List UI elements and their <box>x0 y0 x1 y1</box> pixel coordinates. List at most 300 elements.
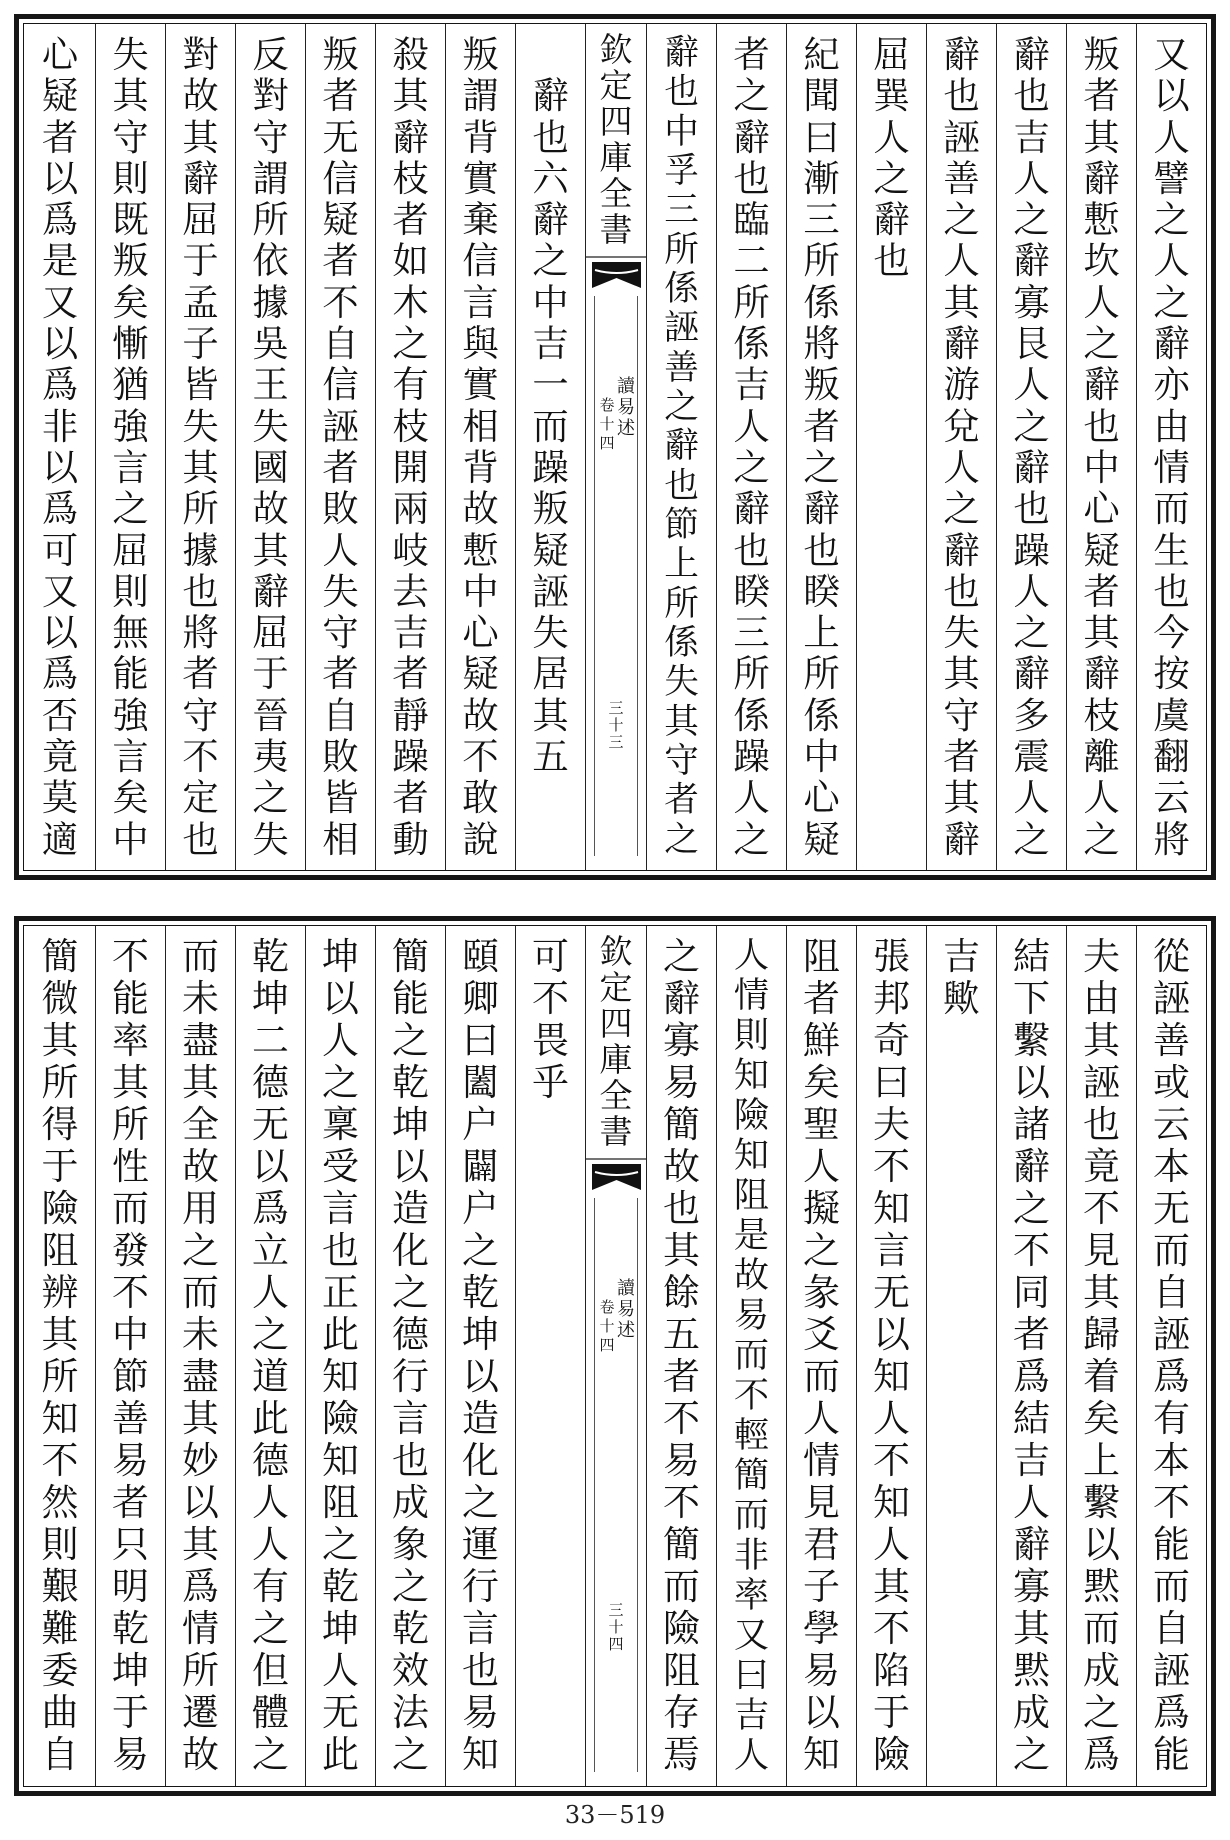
glyph: 之 <box>392 1734 429 1776</box>
glyph: 行 <box>392 1356 429 1398</box>
glyph: 聞 <box>803 75 840 117</box>
glyph: 係 <box>733 694 770 737</box>
text-column <box>1066 926 1136 1786</box>
fold-volume-label <box>597 1298 617 1355</box>
glyph: 由 <box>1083 978 1120 1020</box>
column-text <box>166 936 235 1776</box>
glyph: 吉 <box>943 936 980 978</box>
fold-book-title <box>615 376 637 439</box>
column-text <box>927 936 996 1776</box>
glyph: 將 <box>1153 818 1190 860</box>
column-text <box>516 34 585 860</box>
text-column <box>445 24 515 870</box>
glyph: 能 <box>1153 1734 1190 1776</box>
text-column <box>95 926 165 1786</box>
glyph: 所 <box>112 1104 149 1146</box>
glyph: 故 <box>182 1146 219 1188</box>
glyph: 明 <box>112 1566 149 1608</box>
glyph: 誣 <box>1153 1314 1190 1356</box>
glyph: 屈 <box>112 529 149 571</box>
fold-volume-label <box>597 396 617 453</box>
glyph: 信 <box>462 240 499 282</box>
column-text <box>516 936 585 1776</box>
glyph: 情 <box>1153 446 1190 489</box>
glyph: 爲 <box>41 653 79 695</box>
fold-center-column <box>585 926 646 1786</box>
glyph: 于 <box>873 1692 910 1734</box>
glyph: 着 <box>1083 1356 1120 1398</box>
leaf-inner-frame <box>23 925 1207 1787</box>
text-column <box>375 926 445 1786</box>
glyph: 頤 <box>462 936 499 978</box>
glyph: 之 <box>733 818 770 860</box>
glyph: 游 <box>943 364 980 406</box>
glyph: 情 <box>182 1608 219 1650</box>
glyph: 則 <box>112 570 149 613</box>
glyph: 辭 <box>1013 240 1050 282</box>
glyph: 夫 <box>873 1104 910 1146</box>
glyph: 不 <box>663 1482 700 1524</box>
glyph: 易 <box>663 1062 700 1104</box>
glyph: 辭 <box>1013 34 1050 76</box>
glyph: 无 <box>873 1272 910 1314</box>
glyph: 道 <box>252 1356 289 1398</box>
fold-center-column <box>585 24 646 870</box>
glyph: 對 <box>252 75 289 117</box>
glyph: 所 <box>252 199 289 241</box>
glyph: 也 <box>943 570 980 613</box>
glyph: 辭 <box>532 75 569 117</box>
glyph: 人 <box>252 1482 289 1524</box>
glyph: 以 <box>1013 1062 1050 1104</box>
glyph: 而 <box>112 1188 149 1230</box>
glyph: 係 <box>664 623 699 663</box>
glyph: 據 <box>252 281 289 324</box>
glyph: 慚 <box>112 323 149 365</box>
glyph: 定 <box>599 970 633 1006</box>
column-text <box>997 34 1066 860</box>
text-column <box>996 24 1066 870</box>
glyph: 此 <box>322 1734 359 1776</box>
glyph: 書 <box>599 1114 633 1150</box>
glyph: 失 <box>112 34 149 76</box>
glyph: 易 <box>803 1650 840 1692</box>
glyph: 其 <box>663 1230 700 1272</box>
glyph: 人 <box>1083 281 1120 324</box>
glyph: 以 <box>803 1692 840 1734</box>
glyph: 之 <box>1153 281 1190 324</box>
glyph: 曰 <box>873 1062 910 1104</box>
glyph: 又 <box>733 1616 770 1656</box>
glyph: 曰 <box>462 1020 499 1062</box>
glyph: 節 <box>664 505 699 545</box>
glyph: 聖 <box>803 1104 840 1146</box>
text-column <box>1136 24 1206 870</box>
glyph: 信 <box>322 364 359 406</box>
glyph: 之 <box>462 1230 499 1272</box>
glyph: 阻 <box>322 1482 359 1524</box>
glyph: 故 <box>252 488 289 530</box>
glyph: 又 <box>1153 34 1190 76</box>
glyph: 辭 <box>943 529 980 571</box>
glyph: 坤 <box>322 1608 359 1650</box>
glyph: 疑 <box>41 75 79 117</box>
glyph: 其 <box>182 1524 219 1566</box>
glyph: 立 <box>252 1230 289 1272</box>
glyph: 者 <box>112 1482 149 1524</box>
glyph: 盡 <box>182 1356 219 1398</box>
glyph: 讀 <box>617 1278 635 1299</box>
glyph: 以 <box>873 1314 910 1356</box>
glyph: 所 <box>803 240 840 282</box>
glyph: 人 <box>873 116 910 158</box>
glyph: 三 <box>608 734 624 751</box>
glyph: 之 <box>803 446 840 489</box>
glyph: 簡 <box>392 936 429 978</box>
glyph: 猶 <box>112 364 149 406</box>
glyph: 譬 <box>1153 157 1190 200</box>
column-text <box>857 936 926 1776</box>
text-column <box>235 926 305 1786</box>
glyph: 化 <box>462 1440 499 1482</box>
glyph: 以 <box>1083 1524 1120 1566</box>
glyph: 之 <box>462 1482 499 1524</box>
glyph: 將 <box>182 612 219 654</box>
glyph: 人 <box>943 240 980 282</box>
glyph: 守 <box>252 116 289 158</box>
glyph: 未 <box>182 978 219 1020</box>
glyph: 守 <box>322 612 359 654</box>
glyph: 敢 <box>462 777 499 819</box>
glyph: 失 <box>182 405 219 447</box>
glyph: 也 <box>943 75 980 117</box>
glyph: 坤 <box>392 1104 429 1146</box>
glyph: 之 <box>1013 199 1050 241</box>
glyph: 成 <box>392 1482 429 1524</box>
glyph: 屈 <box>252 612 289 654</box>
glyph: 謂 <box>462 75 499 117</box>
glyph: 言 <box>462 281 499 324</box>
glyph: 自 <box>322 323 359 365</box>
glyph: 知 <box>41 1398 79 1440</box>
column-text <box>166 34 235 860</box>
glyph: 二 <box>733 240 770 282</box>
glyph: 户 <box>462 1188 499 1230</box>
glyph: 言 <box>873 1230 910 1272</box>
glyph: 漸 <box>803 157 840 200</box>
glyph: 棄 <box>462 199 499 241</box>
glyph: 既 <box>112 199 149 241</box>
glyph: 之 <box>943 488 980 530</box>
glyph: 三 <box>608 1602 624 1619</box>
glyph: 或 <box>1153 1062 1190 1104</box>
glyph: 歟 <box>943 978 980 1020</box>
fold-series-title <box>586 934 646 1150</box>
glyph: 其 <box>1083 1020 1120 1062</box>
glyph: 不 <box>1153 1482 1190 1524</box>
glyph: 曰 <box>803 116 840 158</box>
glyph: 敗 <box>322 488 359 530</box>
glyph: 如 <box>392 240 429 282</box>
column-text <box>96 936 165 1776</box>
glyph: 知 <box>873 1482 910 1524</box>
glyph: 辭 <box>1013 1146 1050 1188</box>
glyph: 之 <box>252 1734 289 1776</box>
glyph: 居 <box>532 653 569 695</box>
text-column <box>996 926 1066 1786</box>
glyph: 不 <box>532 978 569 1020</box>
glyph: 而 <box>803 1356 840 1398</box>
glyph: 岐 <box>392 529 429 571</box>
fishtail-ornament <box>586 1158 647 1196</box>
glyph: 十 <box>599 1317 615 1335</box>
glyph: 而 <box>532 405 569 447</box>
glyph: 所 <box>803 653 840 695</box>
glyph: 其 <box>252 529 289 571</box>
glyph: 人 <box>873 1524 910 1566</box>
glyph: 四 <box>608 1636 624 1653</box>
glyph: 十 <box>608 1619 624 1636</box>
glyph: 爲 <box>41 364 79 406</box>
glyph: 于 <box>252 653 289 695</box>
glyph: 其 <box>112 1062 149 1104</box>
glyph: 者 <box>1083 570 1120 613</box>
column-text <box>997 936 1066 1776</box>
glyph: 本 <box>1153 1146 1190 1188</box>
glyph: 與 <box>462 323 499 365</box>
glyph: 欽 <box>599 934 633 970</box>
glyph: 知 <box>322 1440 359 1482</box>
glyph: 險 <box>733 1096 770 1136</box>
glyph: 叛 <box>322 34 359 76</box>
glyph: 三 <box>608 700 624 717</box>
glyph: 黙 <box>1013 1650 1050 1692</box>
glyph: 吉 <box>392 612 429 654</box>
glyph: 以 <box>322 978 359 1020</box>
fold-rule-line <box>637 1198 638 1772</box>
glyph: 疑 <box>532 529 569 571</box>
fold-leaf-number <box>586 1602 646 1653</box>
column-text <box>236 936 305 1776</box>
glyph: 也 <box>182 570 219 613</box>
glyph: 上 <box>664 545 699 585</box>
glyph: 情 <box>733 976 770 1016</box>
glyph: 一 <box>532 364 569 406</box>
glyph: 適 <box>41 818 79 860</box>
glyph: 易 <box>663 1440 700 1482</box>
text-column <box>786 24 856 870</box>
glyph: 所 <box>664 230 699 270</box>
glyph: 其 <box>112 75 149 117</box>
column-text <box>1067 936 1136 1776</box>
glyph: 心 <box>41 34 79 76</box>
glyph: 阻 <box>41 1230 79 1272</box>
glyph: 欽 <box>599 32 633 68</box>
glyph: 之 <box>1013 1188 1050 1230</box>
glyph: 也 <box>1083 1104 1120 1146</box>
glyph: 能 <box>1153 1524 1190 1566</box>
glyph: 言 <box>462 1608 499 1650</box>
text-column <box>25 24 95 870</box>
glyph: 焉 <box>663 1734 700 1776</box>
glyph: 辭 <box>733 488 770 530</box>
glyph: 辭 <box>943 34 980 76</box>
glyph: 乾 <box>392 1608 429 1650</box>
glyph: 辭 <box>733 116 770 158</box>
glyph: 坤 <box>322 936 359 978</box>
glyph: 卷 <box>599 1298 615 1316</box>
glyph: 人 <box>1153 240 1190 282</box>
glyph: 辭 <box>1083 364 1120 406</box>
glyph: 其 <box>943 777 980 819</box>
glyph: 係 <box>733 323 770 365</box>
glyph: 德 <box>392 1314 429 1356</box>
text-column <box>646 926 716 1786</box>
glyph: 而 <box>1153 1230 1190 1272</box>
glyph: 子 <box>803 1566 840 1608</box>
glyph: 是 <box>41 240 79 282</box>
glyph: 全 <box>599 176 633 212</box>
glyph: 誣 <box>322 405 359 447</box>
glyph: 彖 <box>803 1272 840 1314</box>
glyph: 之 <box>392 1020 429 1062</box>
glyph: 人 <box>733 777 770 819</box>
glyph: 善 <box>1153 1020 1190 1062</box>
glyph: 闢 <box>462 1146 499 1188</box>
glyph: 十 <box>608 717 624 734</box>
glyph: 不 <box>182 736 219 778</box>
glyph: 其 <box>1083 612 1120 654</box>
glyph: 者 <box>803 405 840 447</box>
glyph: 去 <box>392 570 429 613</box>
text-column <box>926 926 996 1786</box>
glyph: 畏 <box>532 1020 569 1062</box>
glyph: 于 <box>182 240 219 282</box>
glyph: 中 <box>803 736 840 778</box>
glyph: 殺 <box>392 34 429 76</box>
glyph: 繫 <box>1083 1482 1120 1524</box>
glyph: 艮 <box>1013 323 1050 365</box>
glyph: 背 <box>462 446 499 489</box>
glyph: 書 <box>599 212 633 248</box>
glyph: 之 <box>1083 323 1120 365</box>
glyph: 其 <box>943 653 980 695</box>
glyph: 失 <box>322 570 359 613</box>
glyph: 所 <box>41 1062 79 1104</box>
glyph: 也 <box>664 466 699 506</box>
glyph: 造 <box>392 1188 429 1230</box>
glyph: 之 <box>252 777 289 819</box>
glyph: 矣 <box>803 1062 840 1104</box>
glyph: 然 <box>41 1482 79 1524</box>
glyph: 從 <box>1153 936 1190 978</box>
glyph: 曰 <box>733 1656 770 1696</box>
column-text <box>376 34 445 860</box>
glyph: 君 <box>803 1524 840 1566</box>
glyph: 寡 <box>1013 1566 1050 1608</box>
glyph: 結 <box>1013 936 1050 978</box>
glyph: 爲 <box>252 1188 289 1230</box>
glyph: 人 <box>322 1650 359 1692</box>
column-text <box>717 34 786 860</box>
fold-leaf-number <box>586 700 646 751</box>
lower-half-leaf <box>14 916 1216 1796</box>
text-column <box>856 926 926 1786</box>
glyph: 以 <box>462 1356 499 1398</box>
glyph: 人 <box>1013 570 1050 613</box>
glyph: 反 <box>252 34 289 76</box>
glyph: 者 <box>392 777 429 819</box>
glyph: 爲 <box>1153 1356 1190 1398</box>
glyph: 故 <box>182 75 219 117</box>
glyph: 者 <box>322 653 359 695</box>
glyph: 二 <box>252 1020 289 1062</box>
glyph: 而 <box>1153 1566 1190 1608</box>
glyph: 知 <box>462 1734 499 1776</box>
glyph: 叛 <box>112 240 149 282</box>
glyph: 委 <box>41 1650 79 1692</box>
text-column <box>375 24 445 870</box>
glyph: 五 <box>663 1314 700 1356</box>
glyph: 失 <box>532 612 569 654</box>
glyph: 三 <box>803 199 840 241</box>
glyph: 繫 <box>1013 1020 1050 1062</box>
glyph: 是 <box>733 1216 770 1256</box>
glyph: 係 <box>803 694 840 737</box>
glyph: 不 <box>1083 1188 1120 1230</box>
glyph: 皆 <box>322 777 359 819</box>
glyph: 以 <box>1153 75 1190 117</box>
glyph: 不 <box>733 1376 770 1416</box>
glyph: 六 <box>532 157 569 200</box>
glyph: 化 <box>392 1230 429 1272</box>
glyph: 述 <box>617 418 635 439</box>
glyph: 者 <box>1083 75 1120 117</box>
glyph: 者 <box>322 240 359 282</box>
glyph: 上 <box>1083 1440 1120 1482</box>
fold-rule-line <box>594 296 595 856</box>
glyph: 人 <box>322 529 359 571</box>
glyph: 守 <box>182 694 219 737</box>
glyph: 易 <box>462 1692 499 1734</box>
glyph: 學 <box>803 1608 840 1650</box>
text-column <box>95 24 165 870</box>
glyph: 其 <box>1083 116 1120 158</box>
text-column <box>515 24 585 870</box>
glyph: 人 <box>943 446 980 489</box>
glyph: 而 <box>1153 488 1190 530</box>
fold-book-title <box>615 1278 637 1341</box>
glyph: 知 <box>733 1136 770 1176</box>
glyph: 寡 <box>663 1020 700 1062</box>
glyph: 有 <box>392 364 429 406</box>
glyph: 辭 <box>664 34 699 73</box>
glyph: 其 <box>873 1566 910 1608</box>
glyph: 全 <box>599 1078 633 1114</box>
glyph: 守 <box>943 694 980 737</box>
glyph: 艱 <box>41 1566 79 1608</box>
glyph: 者 <box>663 1356 700 1398</box>
glyph: 无 <box>322 1692 359 1734</box>
glyph: 易 <box>617 397 635 418</box>
glyph: 也 <box>1083 405 1120 447</box>
glyph: 夷 <box>252 736 289 778</box>
glyph: 矣 <box>112 281 149 324</box>
glyph: 人 <box>1013 157 1050 200</box>
glyph: 之 <box>664 387 699 427</box>
glyph: 多 <box>1013 694 1050 737</box>
glyph: 簡 <box>41 936 79 978</box>
